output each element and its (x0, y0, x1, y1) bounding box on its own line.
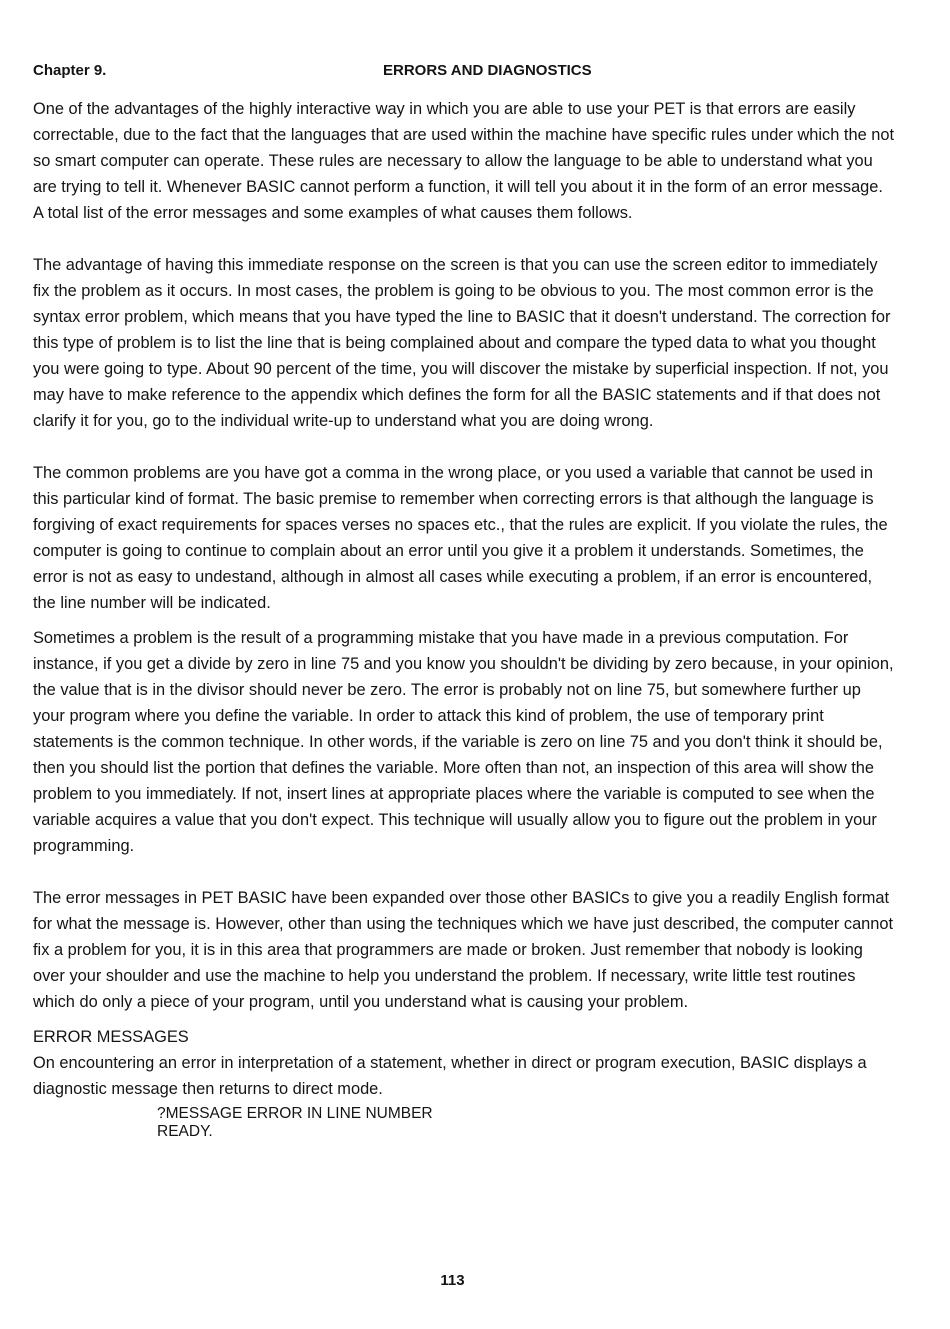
error-message-example (157, 1105, 895, 1141)
paragraph-intro: One of the advantages of the highly interactive way in which you are able to use your PET is that errors are easily correctable, due to the fact that the languages that are used within the machine have specific rules under which the not so smart computer can operate. These rules are necessary to allow the language to be able to understand what you are trying to tell it. Whenever BASIC cannot perform a function, it will tell you about it in the form of an error message. A total list of the error messages and some examples of what causes them follows. (33, 100, 895, 222)
chapter-label: Chapter 9. (33, 62, 107, 79)
error-message-line: ?MESSAGE ERROR IN LINE NUMBER (157, 1105, 433, 1122)
page-header (33, 62, 913, 84)
ready-prompt-line: READY. (157, 1123, 213, 1140)
paragraph-error-messages: The error messages in PET BASIC have been expanded over those other BASICs to give you a readily English format for what the message is. However, other than using the techniques which we have just described, the computer cannot fix a problem for you, it is in this area that programmers are made or broken. Just remember that nobody is looking over your shoulder and use the machine to help you understand the problem. If necessary, write little test routines which do only a piece of your program, until you understand what is causing your problem. (33, 889, 894, 1011)
section-intro: On encountering an error in interpretation of a statement, whether in direct or program execution, BASIC displays a diagnostic message then returns to direct mode. (33, 1054, 867, 1098)
paragraph-programming-mistake: Sometimes a problem is the result of a programming mistake that you have made in a previous computation. For instance, if you get a divide by zero in line 75 and you know you shouldn't be dividing by zero because, in your opinion, the value that is in the divisor should never be zero. The error is probably not on line 75, but somewhere further up your program where you define the variable. In order to attack this kind of problem, the use of temporary print statements is the common technique. In other words, if the variable is zero on line 75 and you don't think it should be, then you should list the portion that defines the variable. More often than not, an inspection of this area will show the problem to you immediately. If not, insert lines at appropriate places where the variable is computed to see when the variable acquires a value that you don't expect. This technique will usually allow you to figure out the problem in your programming. (33, 629, 894, 855)
paragraph-screen-editor: The advantage of having this immediate response on the screen is that you can use the screen editor to immediately fix the problem as it occurs. In most cases, the problem is going to be obvious to you. The most common error is the syntax error problem, which means that you have typed the line to BASIC that it doesn't understand. The correction for this type of problem is to list the line that is being complained about and compare the typed data to what you thought you were going to type. About 90 percent of the time, you will discover the mistake by superficial inspection. If not, you may have to make reference to the appendix which defines the form for all the BASIC statements and if that does not clarify it for you, go to the individual write-up to understand what you are doing wrong. (33, 256, 891, 430)
section-heading: ERROR MESSAGES (33, 1028, 189, 1046)
page-number: 113 (440, 1272, 465, 1289)
paragraph-common-problems: The common problems are you have got a comma in the wrong place, or you used a variable that cannot be used in this particular kind of format. The basic premise to remember when correcting errors is that although the language is forgiving of exact requirements for spaces verses no spaces etc., that the rules are explicit. If you violate the rules, the computer is going to continue to complain about an error until you give it a problem it understands. Sometimes, the error is not as easy to undestand, although in almost all cases while executing a problem, if an error is encountered, the line number will be indicated. (33, 464, 888, 612)
body-text (33, 96, 895, 1141)
chapter-title: ERRORS AND DIAGNOSTICS (383, 62, 592, 79)
